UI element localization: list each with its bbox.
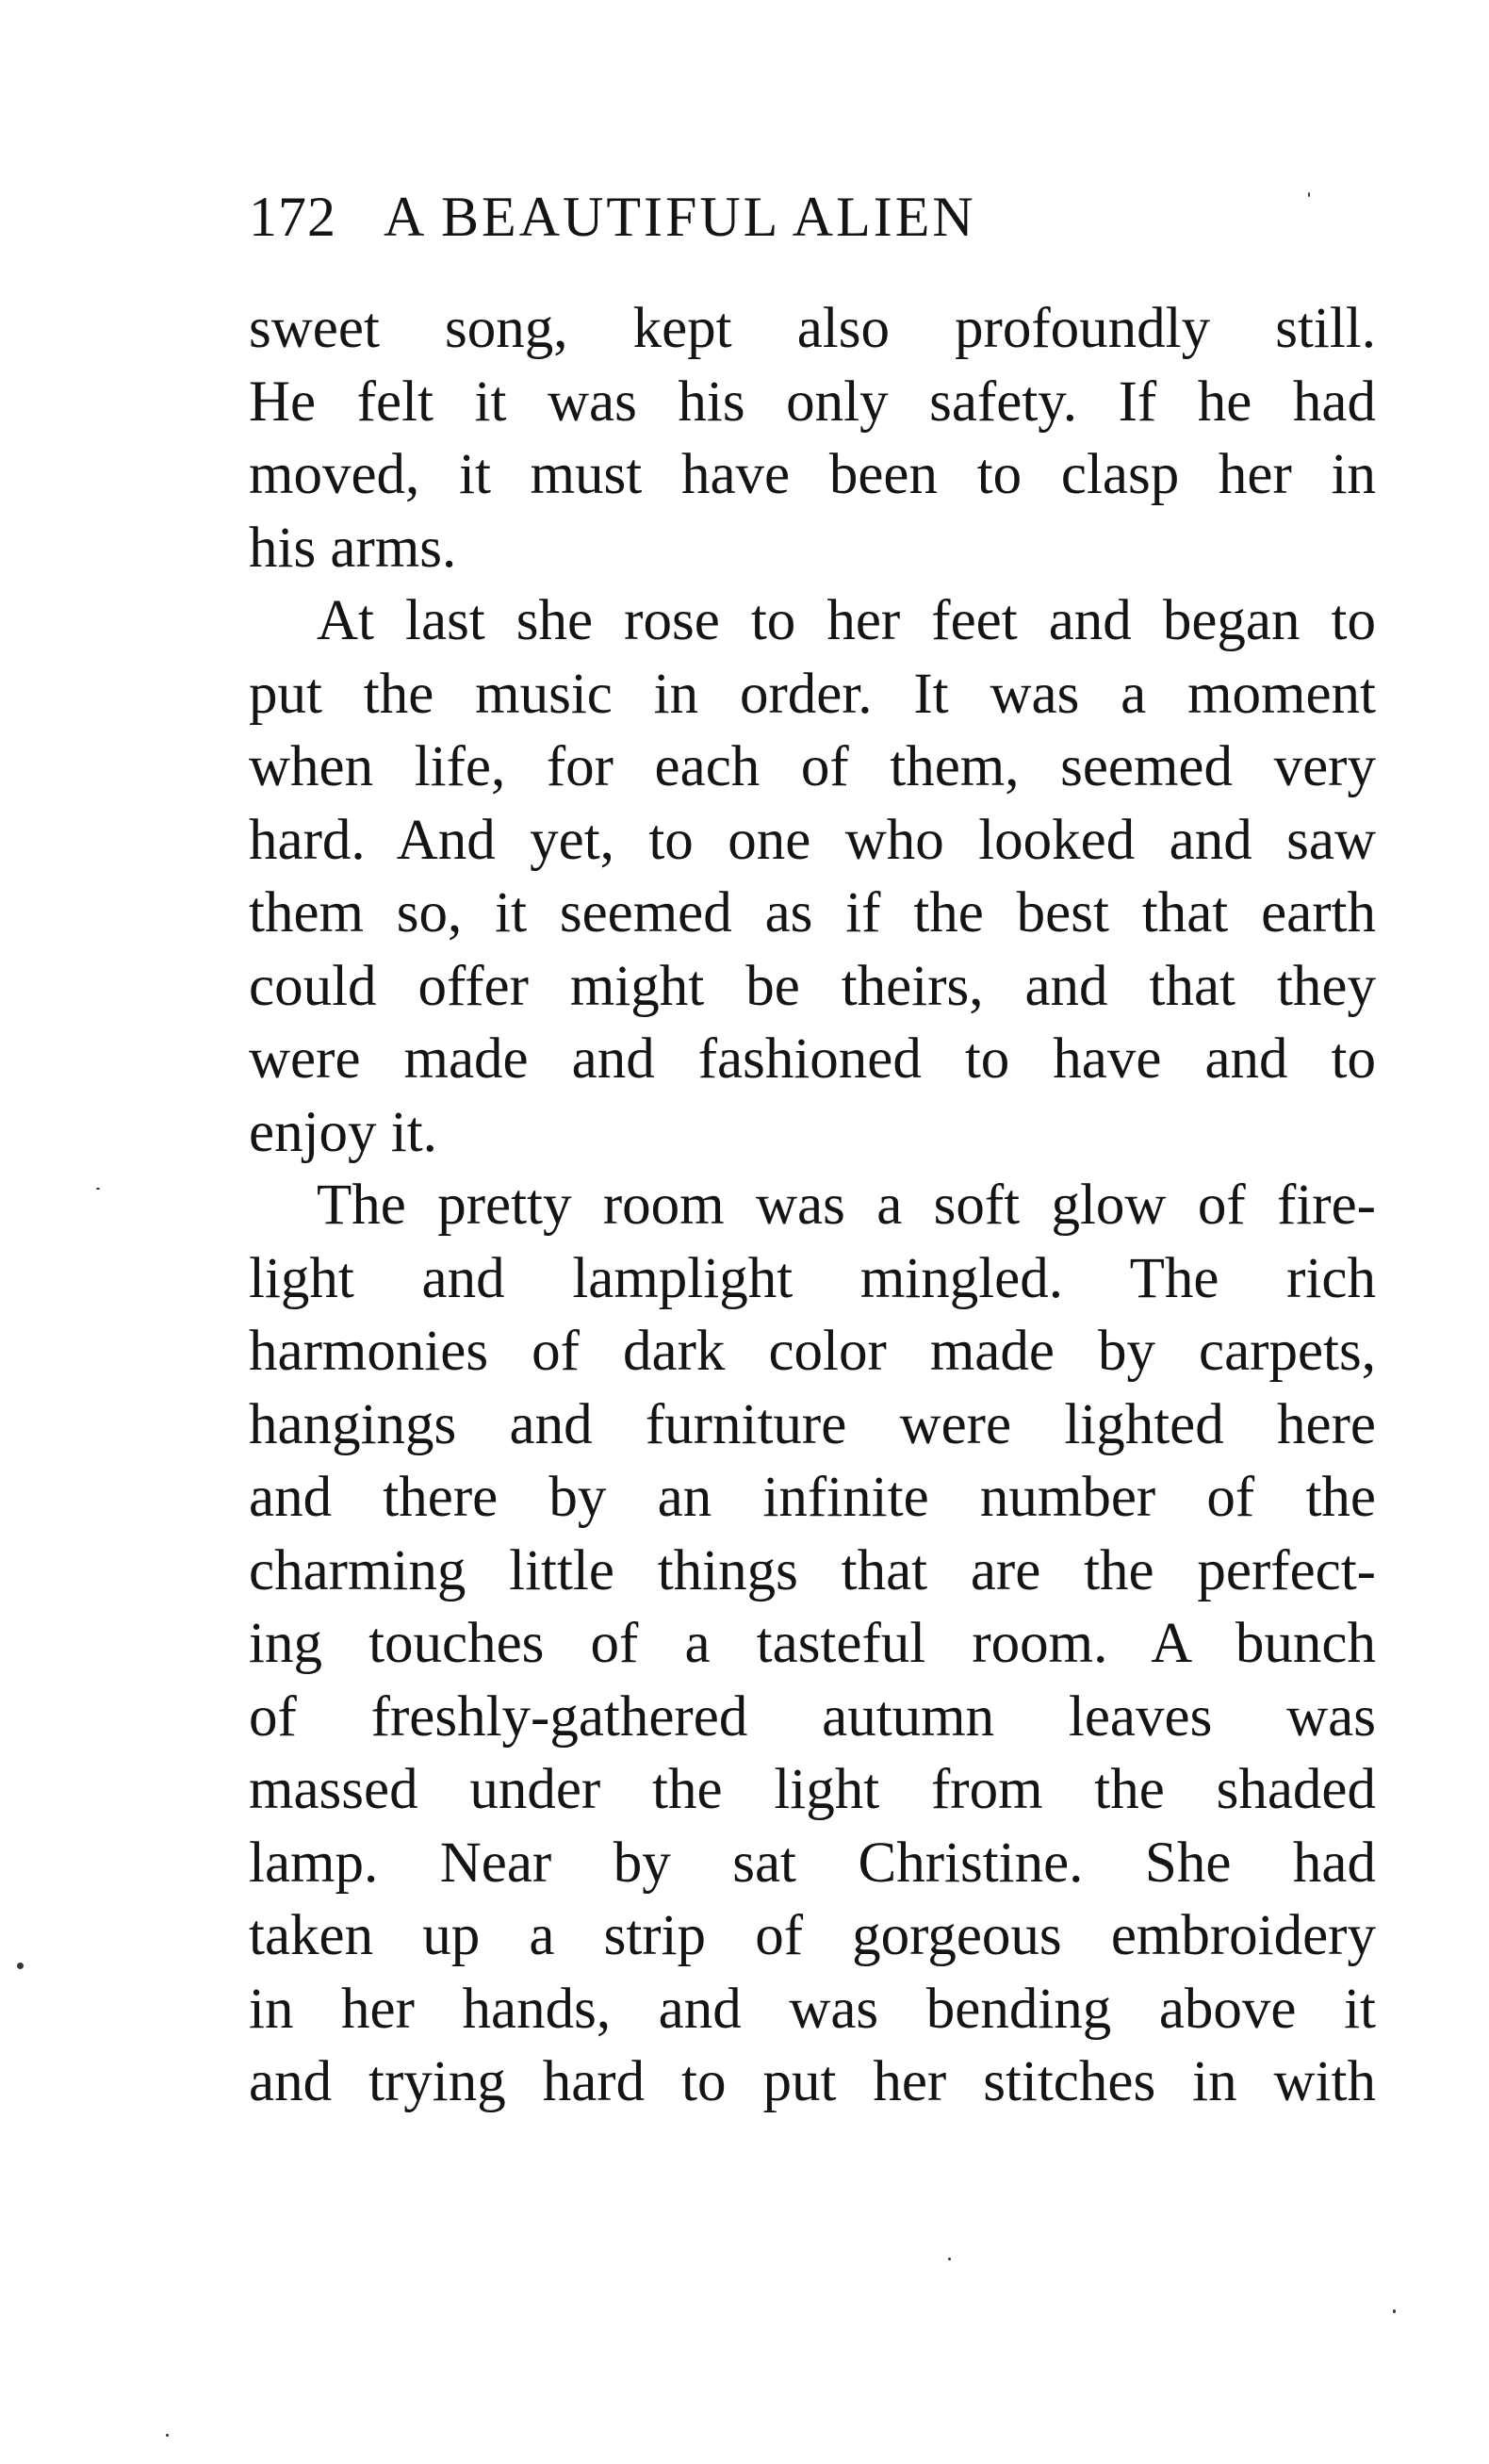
text-line: ing touches of a tasteful room. A bunch	[249, 1612, 1376, 1675]
paragraph-first-line: At last she rose to her feet and began to	[317, 589, 1376, 652]
text-line: when life, for each of them, seemed very	[249, 735, 1376, 798]
text-line: were made and fashioned to have and to	[249, 1027, 1376, 1091]
text-line: them so, it seemed as if the best that earth	[249, 881, 1376, 945]
body-text	[249, 292, 1376, 2119]
text-line: He felt it was his only safety. If he had	[249, 370, 1376, 434]
text-line: harmonies of dark color made by carpets,	[249, 1320, 1376, 1383]
text-line: could offer might be theirs, and that they	[249, 954, 1376, 1018]
text-line: lamp. Near by sat Christine. She had	[249, 1831, 1376, 1895]
paragraph-first-line: The pretty room was a soft glow of fire-	[317, 1174, 1376, 1237]
text-line: of freshly-gathered autumn leaves was	[249, 1684, 1376, 1749]
text-line: hard. And yet, to one who looked and saw	[249, 808, 1376, 872]
page-number: 172	[249, 186, 336, 248]
text-line: put the music in order. It was a moment	[249, 662, 1376, 726]
text-line: hangings and furniture were lighted here	[249, 1392, 1376, 1456]
scan-speck	[96, 1188, 100, 1190]
scan-speck	[166, 2434, 169, 2437]
text-line: massed under the light from the shaded	[249, 1758, 1376, 1821]
text-line: in her hands, and was bending above it	[249, 1977, 1376, 2041]
running-title: A BEAUTIFUL ALIEN	[384, 186, 976, 248]
scan-speck	[948, 2258, 951, 2260]
scan-speck	[1308, 192, 1310, 197]
text-line: sweet song, kept also profoundly still.	[249, 297, 1376, 360]
text-line: and there by an infinite number of the	[249, 1466, 1376, 1529]
text-line: light and lamplight mingled. The rich	[249, 1246, 1376, 1310]
text-line: and trying hard to put her stitches in with	[249, 2050, 1376, 2113]
scan-speck	[17, 1963, 24, 1969]
running-head	[249, 185, 1191, 260]
scan-speck	[1393, 2309, 1396, 2313]
text-line: charming little things that are the perfect-	[249, 1538, 1376, 1602]
text-line: taken up a strip of gorgeous embroidery	[249, 1904, 1376, 1967]
paragraph-end-line: his arms.	[249, 516, 457, 580]
paragraph-end-line: enjoy it.	[249, 1100, 437, 1164]
text-line: moved, it must have been to clasp her in	[249, 443, 1376, 506]
